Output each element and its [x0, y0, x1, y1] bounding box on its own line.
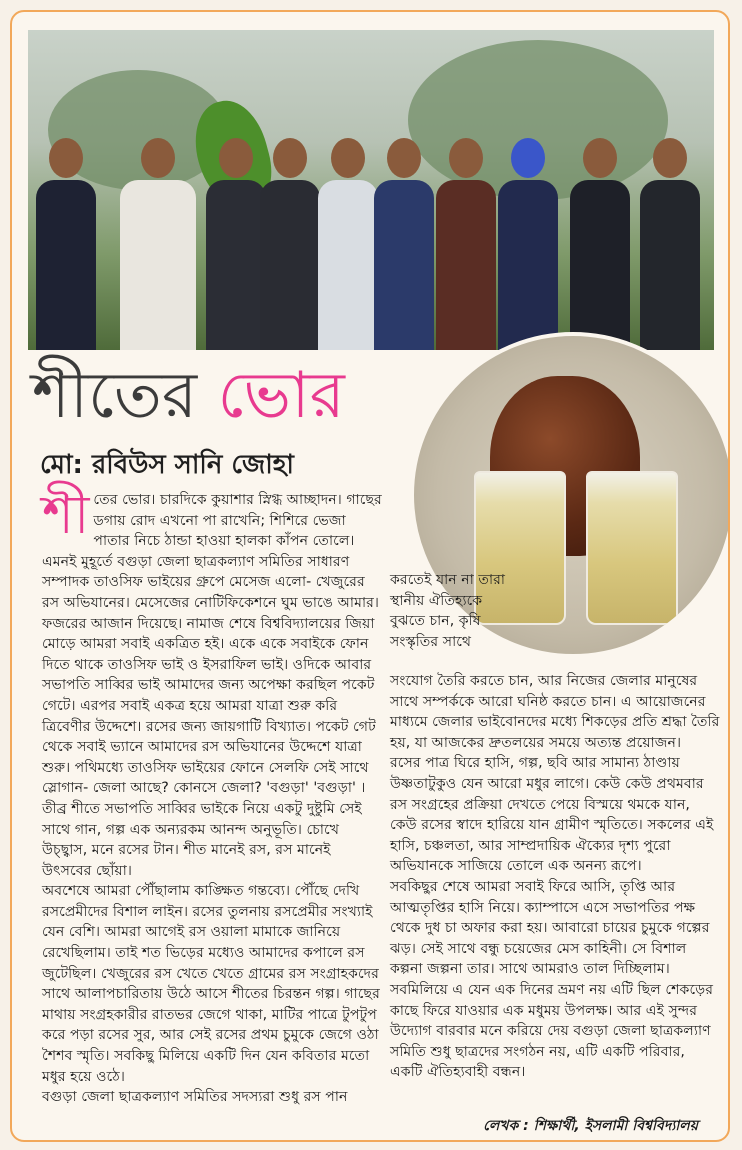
headline-part-2: ভোর	[217, 359, 345, 433]
paragraph-3: বগুড়া জেলা ছাত্রকল্যাণ সমিতির সদস্যরা শুধু রস পান	[42, 1089, 348, 1106]
paragraph-6: রসের পাত্র ঘিরে হাসি, গল্প, ছবি আর সামান্য ঠাণ্ডায় উষ্ণতাটুকুও যেন আরো মধুর লাগে। কেউ কেউ প্রথমবার রস সংগ্রহের প্রক্রিয়া দেখতে পেয়ে বিস্ময়ে থমকে যান, কেউ রসের স্বাদে হারিয়ে যান গ্রামীণ স্মৃতিতে। সকলের এই হাসি, চঞ্চলতা, আর সাম্প্রদায়িক ঐক্যের দৃশ্য পুরো অভিযানকে সাজিয়ে তোলে এক অনন্য রূপে।	[390, 755, 714, 875]
group-photo	[28, 30, 714, 350]
paragraph-5: সংযোগ তৈরি করতে চান, আর নিজের জেলার মানুষের সাথে সম্পর্ককে আরো ঘনিষ্ঠ করতে চান। এ আয়োজনের মাধ্যমে জেলার ভাইবোনদের মধ্যে শিকড়ের প্রতি শ্রদ্ধা তৈরি হয়, যা আজকের দ্রুতলয়ের সময়ে অত্যন্ত প্রয়োজন।	[390, 673, 720, 751]
author-credit: লেখক : শিক্ষার্থী, ইসলামী বিশ্ববিদ্যালয়	[483, 1118, 698, 1134]
paragraph-1: শীতের ভোর। চারদিকে কুয়াশার স্নিগ্ধ আচ্ছাদন। গাছের ডগায় রোদ এখনো পা রাখেনি; শিশিরে ভেজা পাতার নিচে ঠান্ডা হাওয়া হালকা কাঁপন তোলে। এমনই মুহূর্তে বগুড়া জেলা ছাত্রকল্যাণ সমিতির সাধারণ সম্পাদক তাওসিফ ভাইয়ের গ্রুপে মেসেজ এলো- খেজুরের রস অভিযানের। মেসেজের নোটিফিকেশনে ঘুম ভাঙে আমার। ফজরের আজান দিয়েছে। নামাজ শেষে বিশ্ববিদ্যালয়ের জিয়া মোড়ে আমরা সবাই একত্রিত হই। একে একে সবাইকে ফোন দিতে থাকে তাওসিফ ভাই ও ইসরাফিল ভাই। ওদিকে আবার সভাপতি সাব্বির ভাই আমাদের জন্য অপেক্ষা করছিল পকেট গেটে। এরপর সবাই একত্র হয়ে আমরা যাত্রা শুরু করি ত্রিবেণীর উদ্দেশে। রসের জন্য জায়গাটি বিখ্যাত। পকেট গেট থেকে সবাই ভ্যানে আমাদের রস অভিযানের উদ্দেশে যাত্রা শুরু। পথিমধ্যে তাওসিফ ভাইয়ের ফোনে সেলফি সেই সাথে স্লোগান- জেলা আছে? কোনসে জেলা? 'বগুড়া' 'বগুড়া' । তীব্র শীতে সভাপতি সাব্বির ভাইকে নিয়ে একটু দুষ্টুমি সেই সাথে গান, গল্প এক অন্যরকম আনন্দ অনুভূতি। চোখে উচ্ছ্বাস, মনে রসের টান। শীত মানেই রস, রস মানেই উৎসবের ছোঁয়া।	[42, 483, 382, 879]
paragraph-2: অবশেষে আমরা পৌঁছালাম কাঙ্ক্ষিত গন্তব্যে। পৌঁছে দেখি রসপ্রেমীদের বিশাল লাইন। রসের তুলনায় রসপ্রেমীর সংখ্যাই যেন বেশি। আমরা আগেই রস ওয়ালা মামাকে জানিয়ে রেখেছিলাম। তাই শত ভিড়ের মধ্যেও আমাদের কপালে রস জুটেছিল। খেজুরের রস খেতে খেতে গ্রামের রস সংগ্রাহকদের সাথে আলাপচারিতায় উঠে আসে শীতের চিরন্তন গল্প। গাছের মাথায় সংগ্রহকারীর রাতভর জেগে থাকা, মাটির পাত্রে টুপটুপ করে পড়া রসের সুর, আর সেই রসের প্রথম চুমুকে জেগে ওঠা শৈশব স্মৃতি। সবকিছু মিলিয়ে একটি দিন যেন কবিতার মতো মধুর হয়ে ওঠে।	[42, 883, 380, 1085]
article-frame	[10, 10, 730, 1142]
column-3	[390, 671, 720, 1083]
column-2	[390, 570, 516, 652]
paragraph-7: সবকিছুর শেষে আমরা সবাই ফিরে আসি, তৃপ্তি আর আত্মতৃপ্তির হাসি নিয়ে। ক্যাম্পাসে এসে সভাপতির পক্ষ থেকে দুধ চা অফার করা হয়। আবারো চায়ের চুমুকে গল্পের ঝড়। সেই সাথে বন্ধু চয়েজের মেস কাহিনী। সে বিশাল কল্পনা জল্পনা তার। সাথে আমরাও তাল দিচ্ছিলাম। সবমিলিয়ে এ যেন এক দিনের ভ্রমণ নয় এটি ছিল শেকড়ের কাছে ফিরে যাওয়ার এক মধুময় উপলক্ষ। আর এই সুন্দর উদ্যোগ বারবার মনে করিয়ে দেয় বগুড়া জেলা ছাত্রকল্যাণ সমিতি শুধু ছাত্রদের সংগঠন নয়, এটি একটি পরিবার, একটি ঐতিহ্যবাহী বন্ধন।	[390, 878, 714, 1081]
dropcap: শী	[42, 483, 90, 546]
headline	[32, 359, 345, 433]
paragraph-4: করতেই যান না তারা স্থানীয় ঐতিহ্যকে বুঝতে চান, কৃষি সংস্কৃতির সাথে	[390, 572, 506, 650]
byline: মো: রবিউস সানি জোহা	[40, 450, 294, 480]
headline-part-1: শীতের	[32, 359, 218, 433]
glass-right	[586, 471, 678, 625]
column-1	[42, 483, 384, 1108]
